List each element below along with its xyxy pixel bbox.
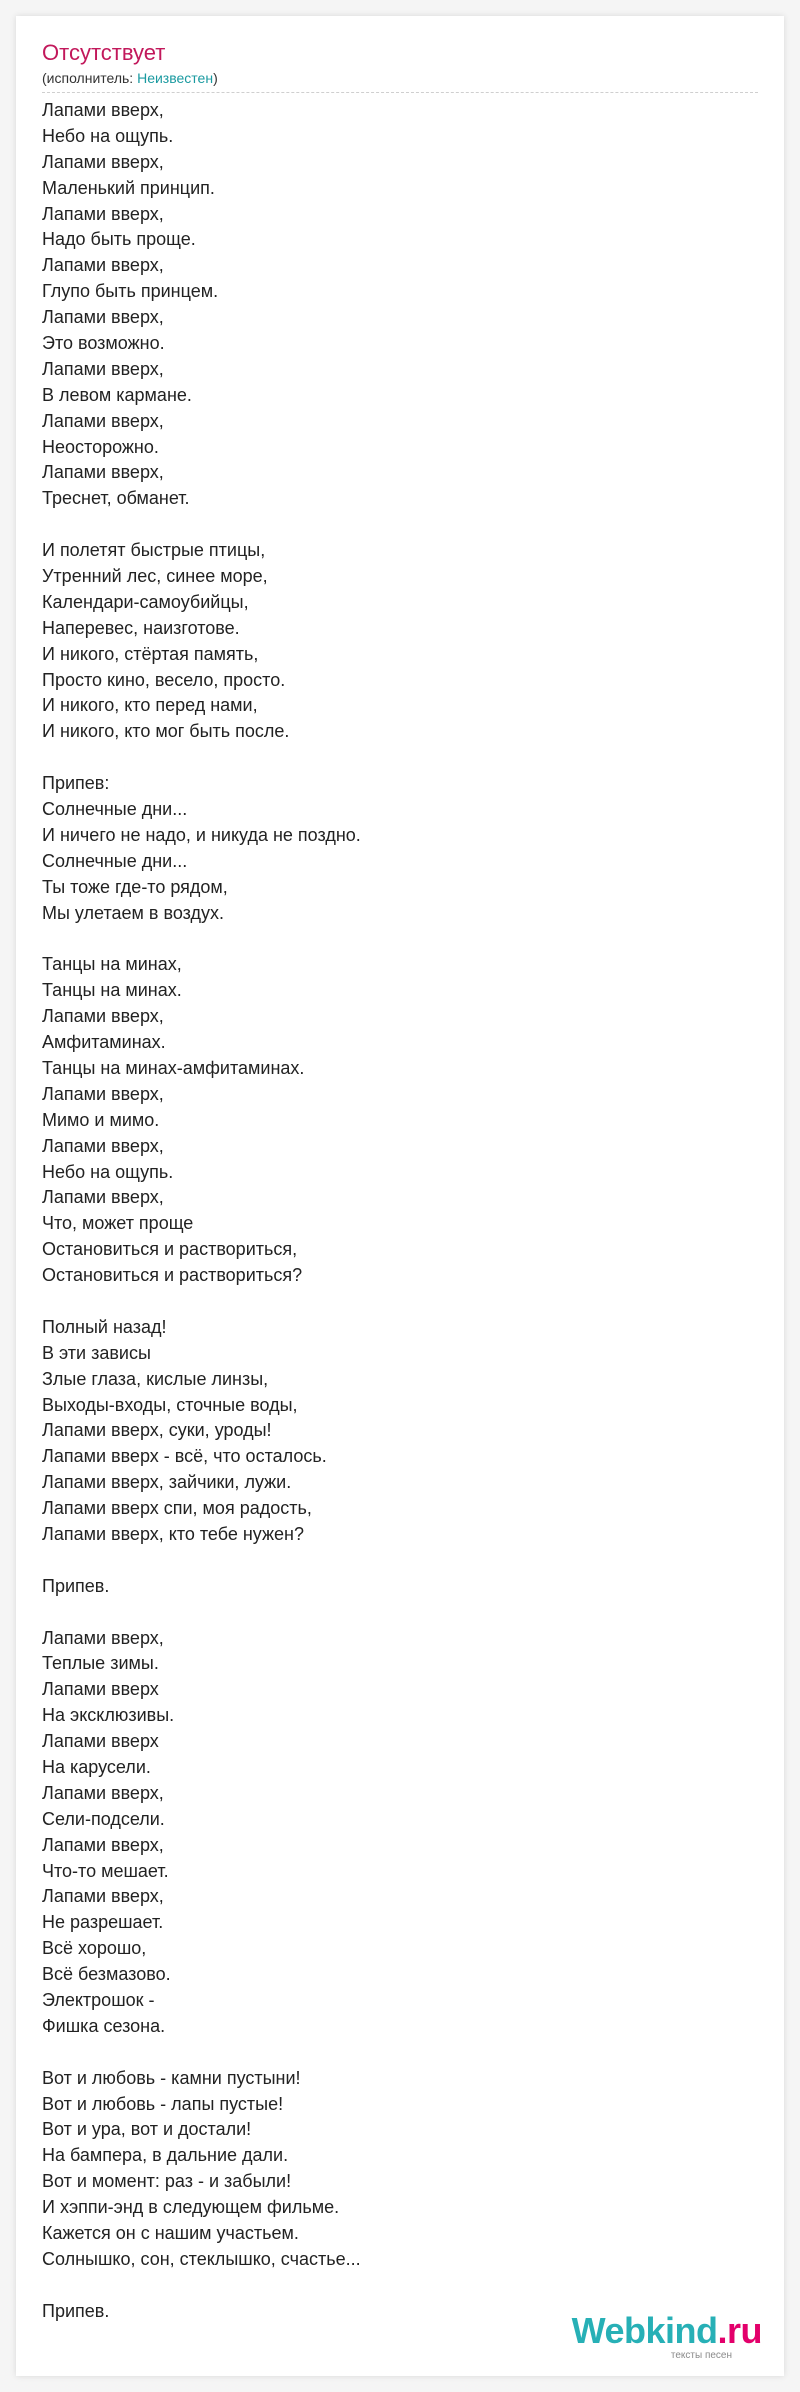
lyric-line: Лапами вверх,: [42, 307, 164, 328]
lyric-line: Лапами вверх,: [42, 1187, 164, 1208]
lyric-line: В левом кармане.: [42, 384, 192, 405]
stanza-break: [42, 1548, 361, 1574]
stanza-break: [42, 1600, 361, 1626]
lyric-line: На эксклюзивы.: [42, 1705, 175, 1726]
lyric-line: Ты тоже где-то рядом,: [42, 876, 228, 897]
lyric-line: Лапами вверх, суки, уроды!: [42, 1420, 272, 1441]
lyric-line: И ничего не надо, и никуда не поздно.: [42, 824, 361, 845]
lyric-line: Неосторожно.: [42, 436, 159, 457]
artist-meta: [42, 70, 758, 93]
lyric-line: Не разрешает.: [42, 1912, 164, 1933]
lyric-line: Лапами вверх,: [42, 1083, 164, 1104]
lyric-line: Вот и любовь - камни пустыни!: [42, 2067, 301, 2088]
lyric-line: Лапами вверх, зайчики, лужи.: [42, 1472, 292, 1493]
lyric-line: Лапами вверх,: [42, 1834, 164, 1855]
artist-link[interactable]: Неизвестен: [137, 70, 214, 86]
lyric-line: Небо на ощупь.: [42, 125, 174, 146]
lyric-line: Маленький принцип.: [42, 177, 215, 198]
lyric-line: Лапами вверх,: [42, 1886, 164, 1907]
lyric-line: Лапами вверх,: [42, 151, 164, 172]
lyric-line: Солнечные дни...: [42, 850, 188, 871]
lyric-line: Амфитаминах.: [42, 1032, 166, 1053]
lyric-line: Лапами вверх,: [42, 410, 164, 431]
lyric-line: Припев.: [42, 2300, 110, 2321]
lyric-line: Всё хорошо,: [42, 1938, 147, 1959]
lyric-line: Вот и ура, вот и достали!: [42, 2119, 252, 2140]
lyric-line: Сели-подсели.: [42, 1808, 165, 1829]
lyric-line: Кажется он с нашим участьем.: [42, 2223, 299, 2244]
lyric-line: И никого, кто мог быть после.: [42, 721, 290, 742]
artist-prefix: (исполнитель:: [42, 70, 138, 86]
lyric-line: Это возможно.: [42, 333, 165, 354]
lyric-line: Танцы на минах.: [42, 980, 182, 1001]
lyric-line: Припев:: [42, 773, 110, 794]
lyric-line: Лапами вверх,: [42, 1135, 164, 1156]
lyric-line: Лапами вверх,: [42, 1627, 164, 1648]
lyric-line: Припев.: [42, 1575, 110, 1596]
lyric-line: Глупо быть принцем.: [42, 281, 219, 302]
stanza-break: [42, 2273, 361, 2299]
lyric-line: Что-то мешает.: [42, 1860, 169, 1881]
lyric-line: На бампера, в дальние дали.: [42, 2145, 289, 2166]
logo-wordmark: [572, 2310, 762, 2352]
stanza-break: [42, 2040, 361, 2066]
lyric-line: Лапами вверх спи, моя радость,: [42, 1498, 312, 1519]
lyric-line: Остановиться и раствориться?: [42, 1265, 303, 1286]
lyric-line: Солнышко, сон, стеклышко, счастье...: [42, 2248, 361, 2269]
lyric-line: Всё безмазово.: [42, 1964, 171, 1985]
stanza-break: [42, 512, 361, 538]
lyric-line: И никого, стёртая память,: [42, 643, 259, 664]
logo-name: Webkind: [571, 2310, 718, 2351]
logo-tld: .ru: [717, 2310, 762, 2351]
lyric-line: На карусели.: [42, 1757, 151, 1777]
lyric-line: Электрошок -: [42, 1990, 155, 2011]
lyric-line: Танцы на минах,: [42, 954, 182, 975]
lyric-line: Остановиться и раствориться,: [42, 1239, 298, 1260]
lyrics-card: [16, 16, 784, 2376]
lyric-line: Утренний лес, синее море,: [42, 566, 268, 587]
lyric-line: Лапами вверх,: [42, 203, 164, 224]
lyric-line: Мимо и мимо.: [42, 1109, 160, 1130]
lyric-line: Что, может проще: [42, 1213, 194, 1234]
lyric-line: Мы улетаем в воздух.: [42, 902, 224, 923]
lyric-line: И никого, кто перед нами,: [42, 695, 258, 716]
lyric-line: Лапами вверх,: [42, 358, 164, 379]
lyric-line: Лапами вверх,: [42, 1782, 164, 1803]
lyric-line: Теплые зимы.: [42, 1653, 159, 1674]
lyric-line: Просто кино, весело, просто.: [42, 669, 286, 690]
lyric-line: Лапами вверх,: [42, 462, 164, 483]
lyric-line: Лапами вверх, кто тебе нужен?: [42, 1523, 305, 1544]
lyric-line: Солнечные дни...: [42, 799, 188, 820]
lyric-line: Лапами вверх: [42, 1731, 159, 1752]
lyric-line: Лапами вверх,: [42, 1006, 164, 1027]
lyric-line: Треснет, обманет.: [42, 488, 190, 509]
stanza-break: [42, 1289, 361, 1315]
lyric-line: В эти зависы: [42, 1342, 151, 1363]
lyric-line: Наперевес, наизготове.: [42, 617, 240, 638]
song-title: Отсутствует: [42, 40, 166, 65]
lyric-line: Лапами вверх,: [42, 255, 164, 276]
lyric-line: И хэппи-энд в следующем фильме.: [42, 2197, 340, 2218]
stanza-break: [42, 745, 361, 771]
webkind-logo[interactable]: [564, 2310, 762, 2360]
lyric-line: Лапами вверх - всё, что осталось.: [42, 1446, 327, 1467]
lyric-line: Календари-самоубийцы,: [42, 591, 249, 612]
lyric-line: Небо на ощупь.: [42, 1161, 174, 1182]
logo-tagline: тексты песен: [670, 2350, 732, 2361]
lyric-line: Вот и любовь - лапы пустые!: [42, 2093, 284, 2114]
artist-suffix: ): [213, 70, 218, 86]
lyric-line: Полный назад!: [42, 1316, 167, 1337]
lyric-line: Фишка сезона.: [42, 2015, 166, 2036]
lyric-line: Лапами вверх,: [42, 100, 164, 120]
lyric-line: И полетят быстрые птицы,: [42, 540, 266, 561]
lyric-line: Танцы на минах-амфитаминах.: [42, 1057, 305, 1078]
lyric-line: Вот и момент: раз - и забыли!: [42, 2171, 292, 2192]
lyric-line: Надо быть проще.: [42, 229, 196, 250]
lyric-line: Злые глаза, кислые линзы,: [42, 1368, 269, 1389]
lyric-line: Выходы-входы, сточные воды,: [42, 1394, 298, 1415]
lyrics-text: [42, 98, 361, 2325]
stanza-break: [42, 927, 361, 953]
lyric-line: Лапами вверх: [42, 1679, 159, 1700]
